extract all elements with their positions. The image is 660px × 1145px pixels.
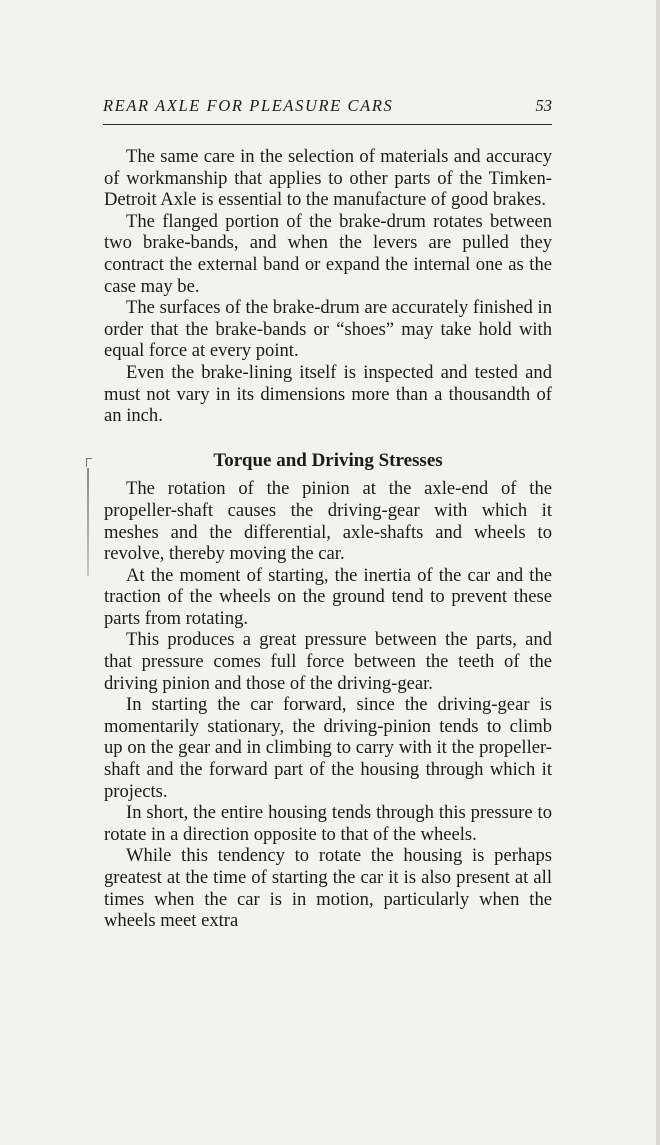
paragraph-rotation: The rotation of the pinion at the axle-end of the propeller-shaft causes the driving-gear with which it meshes and the differential, axle-shafts and wheels to revolve, thereby moving the car.: [104, 478, 552, 565]
page-header: [103, 96, 552, 125]
running-head: REAR AXLE FOR PLEASURE CARS: [103, 96, 394, 115]
paragraph-lining: Even the brake-lining itself is inspected and tested and must not vary in its dimensions more than a thousandth of an inch.: [104, 361, 552, 427]
paragraph-forward: In starting the car forward, since the driving-gear is momentarily stationary, the driving-pinion tends to climb up on the gear and in climbing to carry with it the propeller-shaft and the forward part of the housing through which it projects.: [104, 694, 552, 802]
margin-mark-line: [87, 468, 89, 576]
paragraph-pressure: This produces a great pressure between the parts, and that pressure comes full force between the teeth of the driving pinion and those of the driving-gear.: [104, 629, 552, 694]
page-number: 53: [535, 96, 552, 115]
paragraph-brake-drum: The flanged portion of the brake-drum rotates between two brake-bands, and when the levers are pulled they contract the external band or expand the internal one as the case may be.: [104, 210, 552, 297]
paragraph-materials: The same care in the selection of materials and accuracy of workmanship that applies to other parts of the Timken-Detroit Axle is essential to the manufacture of good brakes.: [104, 146, 552, 211]
margin-mark-tick: [86, 458, 92, 467]
paragraph-starting: At the moment of starting, the inertia of the car and the traction of the wheels on the ground tend to prevent these parts from rotating.: [104, 564, 552, 629]
paragraph-surfaces: The surfaces of the brake-drum are accurately finished in order that the brake-bands or “shoes” may take hold with equal force at every point.: [104, 297, 552, 362]
paragraph-housing: In short, the entire housing tends through this pressure to rotate in a direction opposite to that of the wheels.: [104, 802, 552, 845]
section-heading: Torque and Driving Stresses: [213, 449, 443, 471]
body-text: [104, 146, 552, 932]
page-edge: [656, 0, 660, 1145]
paragraph-tendency: While this tendency to rotate the housing is perhaps greatest at the time of starting the car it is also present at all times when the car is in motion, particularly when the wheels meet extra: [104, 845, 552, 932]
margin-pencil-mark: [86, 458, 89, 576]
